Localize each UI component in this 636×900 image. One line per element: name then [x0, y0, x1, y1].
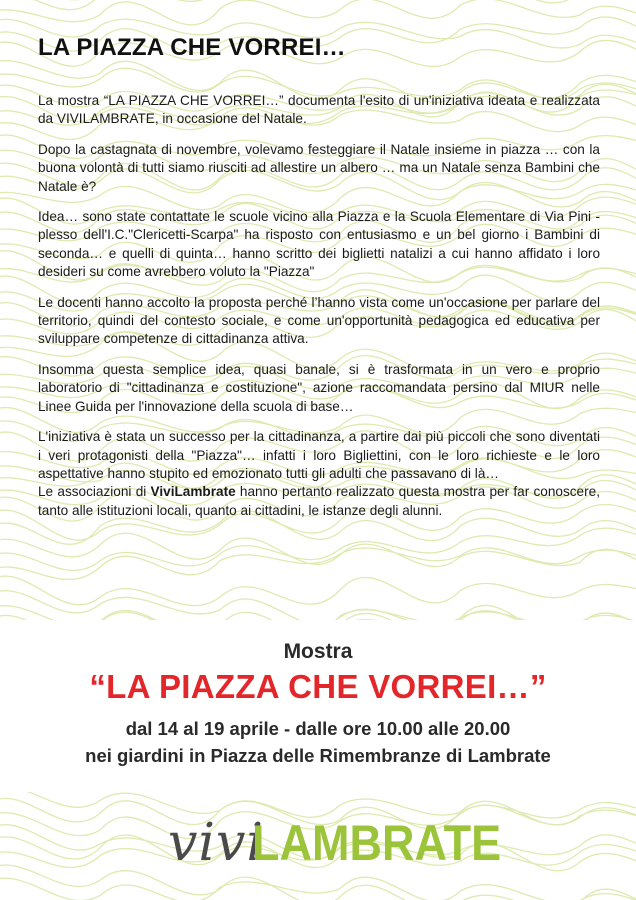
event-title: “LA PIAZZA CHE VORREI…” — [89, 668, 547, 705]
paragraph-teachers: Le docenti hanno accolto la proposta perché l’hanno vista come un'occasione per parlare del territorio, quindi del contesto sociale, e come un'opportunità pedagogica ed educativa per sviluppare competenze di cittadinanza attiva. — [38, 294, 600, 347]
paragraph-christmas: Dopo la castagnata di novembre, volevamo festeggiare il Natale insieme in piazza … con la buona volontà di tutti siamo riusciti ad allestire un albero … ma un Natale senza Bambini che Natale è? — [38, 141, 600, 194]
event-label: Mostra — [283, 640, 353, 663]
vivilambrate-logo — [168, 812, 502, 874]
paragraph-associations — [38, 483, 600, 520]
associations-text-after: hanno pertanto realizzato questa mostra per far conoscere, tanto alle istituzioni locali, quanto ai cittadini, le istanze degli alunni. — [38, 484, 600, 518]
event-dates: dal 14 al 19 aprile - dalle ore 10.00 alle 20.00 — [125, 718, 511, 739]
logo-lambrate-text: LAMBRATE — [252, 815, 502, 871]
paragraph-success: L'iniziativa è stata un successo per la cittadinanza, a partire dai più piccoli che sono diventati i veri protagonisti della "Piazza"… infatti i loro Bigliettini, con le loro richieste e le loro aspettative hanno stupito ed emozionato tutti gli adulti che passavano di là… — [38, 429, 600, 481]
body-text — [38, 92, 600, 532]
paragraph-intro: La mostra “LA PIAZZA CHE VORREI…” documenta l'esito di un'iniziativa ideata e realizzata da VIVILAMBRATE, in occasione del Natale. — [38, 93, 600, 127]
brand-name-inline: ViviLambrate — [150, 484, 236, 500]
paragraph-schools: Idea… sono state contattate le scuole vicino alla Piazza e la Scuola Elementare di Via Pini - plesso dell'I.C."Clericetti-Scarpa" ha risposto con entusiasmo e un bel giorno i Bambini di seconda… e quelli di quinta… hanno scritto dei biglietti natalizi a cui hanno affidato i loro desideri su come avrebbero voluto la "Piazza" — [38, 209, 600, 280]
logo-vivi-text: vivi — [168, 813, 265, 873]
event-place: nei giardini in Piazza delle Rimembranze di Lambrate — [85, 745, 551, 766]
paragraph-laboratory: Insomma questa semplice idea, quasi banale, si è trasformata in un vero e proprio laboratorio di "cittadinanza e costituzione", azione raccomandata persino dal MIUR nelle Linee Guida per l'innovazione della scuola di base… — [38, 361, 600, 414]
page-title: LA PIAZZA CHE VORREI… — [38, 34, 346, 61]
associations-text-before: Le associazioni di — [38, 484, 151, 500]
